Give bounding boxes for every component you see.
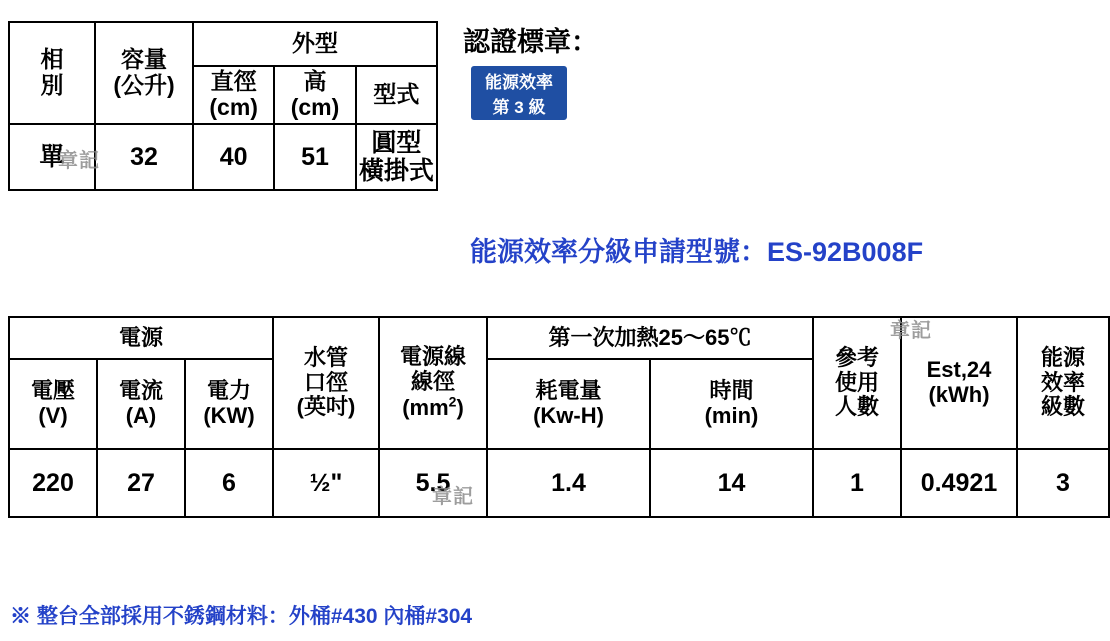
label-current-line2: (A): [125, 403, 157, 428]
cell-header-height: [274, 66, 355, 124]
cell-header-persons: [813, 317, 901, 449]
label-wire-line1: 電源線: [399, 344, 466, 370]
energy-efficiency-badge: [471, 66, 567, 120]
cell-header-est24: [901, 317, 1017, 449]
label-consumption-line1: 耗電量: [535, 378, 602, 404]
stamp-watermark: 章記: [432, 486, 474, 508]
label-power-line1: 電力: [206, 378, 251, 404]
cell-value-grade: 3: [1017, 449, 1109, 517]
cell-header-voltage: [9, 359, 97, 449]
cell-header-phase: [9, 22, 95, 124]
cell-value-diameter: 40: [193, 124, 274, 190]
label-phase-line2: 別: [40, 71, 64, 98]
table-row: [9, 449, 1109, 517]
table-row: [9, 317, 1109, 359]
model-number-label: 能源效率分級申請型號：: [470, 237, 767, 267]
cell-value-height: 51: [274, 124, 355, 190]
cell-header-time: [650, 359, 813, 449]
label-pipe-line3: (英吋): [296, 394, 356, 420]
cell-value-persons: 1: [813, 449, 901, 517]
label-capacity-line2: (公升): [113, 71, 175, 98]
label-height-line2: (cm): [290, 93, 340, 120]
cell-header-power: [185, 359, 273, 449]
label-voltage-line2: (V): [38, 403, 68, 428]
cell-header-current: [97, 359, 185, 449]
cell-header-heating-group: 第一次加熱25～65℃: [487, 317, 813, 359]
cell-value-wire: 5.5: [379, 449, 487, 517]
label-diameter-line1: 直徑: [210, 68, 257, 94]
label-persons-line2: 使用: [834, 369, 879, 395]
cell-header-appearance-group: 外型: [193, 22, 437, 66]
certification-title: 認證標章：: [463, 27, 598, 57]
label-pipe-line1: 水管: [303, 345, 348, 371]
label-time-line2: (min): [704, 403, 759, 428]
model-number-value: ES-92B008F: [767, 237, 924, 267]
label-est24-line2: (kWh): [928, 382, 990, 407]
value-type-line1: 圓型: [371, 128, 422, 157]
label-power-line2: (KW): [203, 403, 255, 428]
label-phase-line1: 相: [40, 46, 64, 72]
cell-value-consumption: 1.4: [487, 449, 650, 517]
cell-value-voltage: 220: [9, 449, 97, 517]
cell-header-power-group: 電源: [9, 317, 273, 359]
cell-header-grade: [1017, 317, 1109, 449]
cell-header-consumption: [487, 359, 650, 449]
label-grade-line1: 能源: [1040, 345, 1085, 371]
cell-header-diameter: [193, 66, 274, 124]
specification-table-bottom: [8, 316, 1110, 518]
cell-header-type: 型式: [356, 66, 437, 124]
label-consumption-line2: (Kw-H): [533, 403, 604, 428]
label-diameter-line2: (cm): [209, 93, 258, 120]
stamp-watermark: 章記: [890, 320, 932, 342]
label-time-line1: 時間: [709, 378, 754, 404]
badge-line-2: 第 3 級: [492, 98, 546, 117]
cell-header-wire: [379, 317, 487, 449]
cell-header-pipe: [273, 317, 379, 449]
cell-value-pipe: ½": [273, 449, 379, 517]
label-persons-line3: 人數: [834, 394, 879, 420]
cell-value-capacity: 32: [95, 124, 193, 190]
cell-value-power: 6: [185, 449, 273, 517]
label-current-line1: 電流: [118, 378, 163, 404]
label-grade-line2: 效率: [1040, 369, 1085, 395]
label-capacity-line1: 容量: [121, 46, 167, 72]
value-type-line2: 橫掛式: [358, 156, 434, 185]
label-pipe-line2: 口徑: [303, 369, 348, 395]
model-number-line: [470, 230, 923, 269]
label-persons-line1: 參考: [834, 345, 879, 371]
label-height-line1: 高: [303, 68, 327, 94]
table-row: [9, 22, 437, 66]
cell-value-type: [356, 124, 437, 190]
table-row: [9, 124, 437, 190]
label-voltage-line1: 電壓: [30, 378, 75, 404]
cell-value-phase: 單: [9, 124, 95, 190]
cell-value-time: 14: [650, 449, 813, 517]
label-wire-line2: 線徑: [410, 369, 455, 395]
specification-table-top: [8, 21, 438, 191]
cell-value-est24: 0.4921: [901, 449, 1017, 517]
material-footnote: ※ 整台全部採用不銹鋼材料：外桶#430 內桶#304: [10, 605, 473, 628]
label-est24-line1: Est,24: [926, 357, 992, 383]
cell-value-current: 27: [97, 449, 185, 517]
badge-line-1: 能源效率: [485, 73, 553, 92]
stamp-watermark: 章記: [58, 150, 100, 172]
label-wire-line3: $(mm^2)$: [402, 393, 464, 420]
cell-header-capacity: [95, 22, 193, 124]
label-grade-line3: 級數: [1040, 394, 1085, 420]
